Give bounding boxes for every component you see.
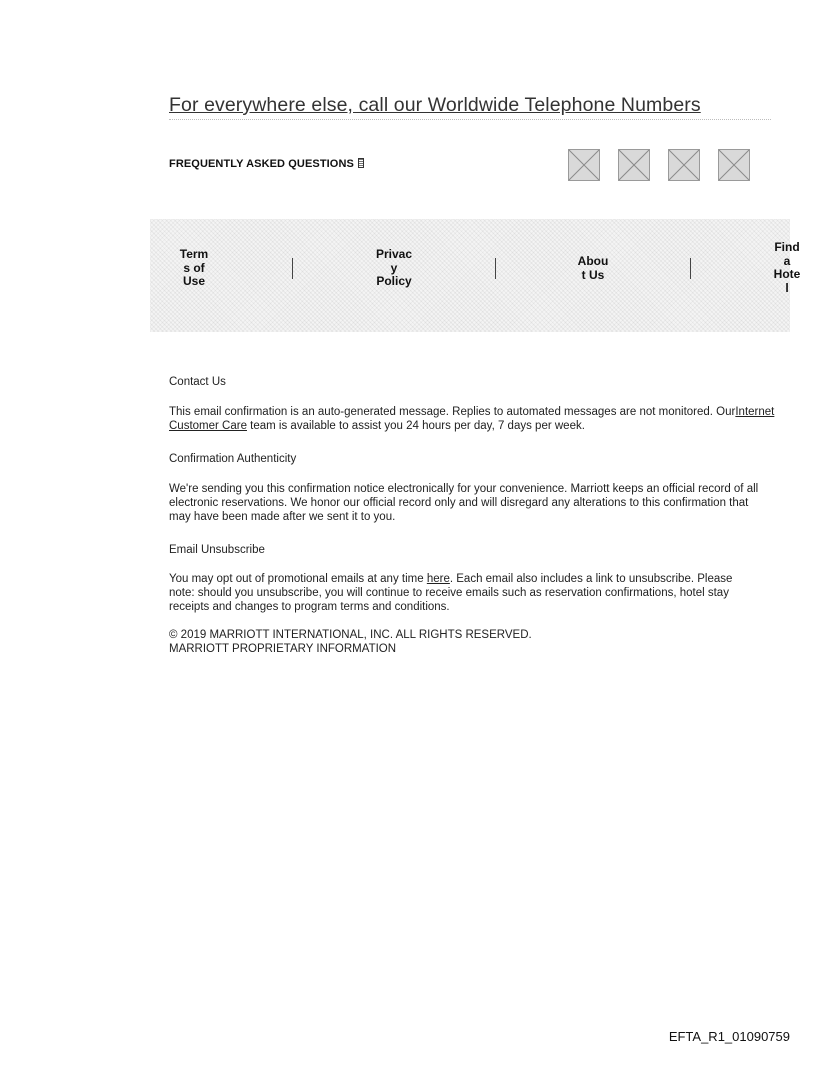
contact-us-heading: Contact Us [169, 376, 226, 388]
copyright-line: © 2019 MARRIOTT INTERNATIONAL, INC. ALL RIGHTS RESERVED. [169, 629, 532, 641]
unsubscribe-here-link[interactable]: here [426, 573, 450, 585]
faq-label: FREQUENTLY ASKED QUESTIONS [169, 158, 354, 170]
unsubscribe-text-end: . Each email also includes a link to unsubscribe. Please note: should you unsubscribe, you will continue to receive emails such as reservation confirmations, hotel stay receipts and changes to program terms and conditions. [169, 573, 733, 613]
faq-link[interactable] [169, 158, 364, 170]
divider [169, 119, 771, 120]
worldwide-phone-numbers-link[interactable]: For everywhere else, call our Worldwide Telephone Numbers [169, 94, 701, 116]
contact-text-end: team is available to assist you 24 hours per day, 7 days per week. [246, 420, 585, 432]
nav-separator [495, 258, 496, 279]
footer-nav-band [150, 219, 790, 332]
contact-us-text [169, 405, 779, 433]
proprietary-line: MARRIOTT PROPRIETARY INFORMATION [169, 643, 397, 655]
contact-text: This email confirmation is an auto-generated message. Replies to automated messages are not monitored. Our [169, 406, 736, 418]
nav-separator [292, 258, 293, 279]
copyright [169, 628, 779, 656]
privacy-policy-link[interactable]: Privac y Policy [375, 247, 413, 288]
confirmation-authenticity-heading: Confirmation Authenticity [169, 453, 297, 465]
email-unsubscribe-text [169, 572, 759, 614]
missing-glyph-icon [358, 158, 364, 168]
unsubscribe-text: You may opt out of promotional emails at any time [169, 573, 427, 585]
find-a-hotel-link[interactable]: Find a Hote l [773, 240, 801, 295]
broken-image-icon[interactable] [568, 149, 600, 181]
nav-separator [690, 258, 691, 279]
confirmation-authenticity-text: We're sending you this confirmation notice electronically for your convenience. Marriott keeps an official record of all electronic reservations. We honor our official record only and will disregard any alterations to this confirmation that may have been made after we sent it to you. [169, 483, 759, 523]
document-id: EFTA_R1_01090759 [668, 1029, 790, 1044]
terms-of-use-link[interactable]: Term s of Use [179, 247, 209, 288]
about-us-link[interactable]: Abou t Us [577, 254, 609, 282]
broken-image-icon[interactable] [718, 149, 750, 181]
internet-customer-care-link[interactable]: Internet Customer Care [169, 406, 775, 432]
broken-image-icon[interactable] [668, 149, 700, 181]
broken-image-icon[interactable] [618, 149, 650, 181]
email-unsubscribe-heading: Email Unsubscribe [169, 544, 265, 556]
